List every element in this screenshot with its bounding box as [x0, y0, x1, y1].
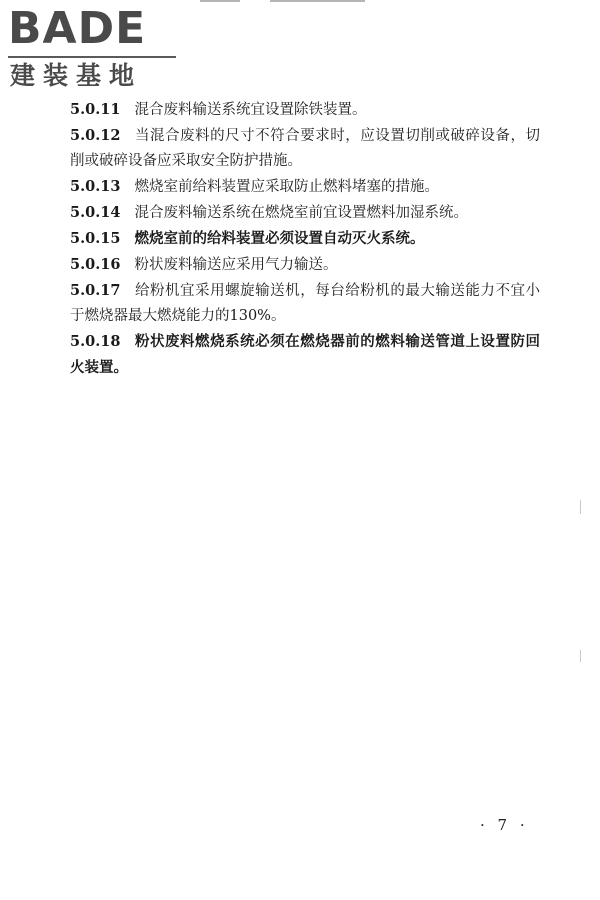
clause-5-0-18-mandatory — [70, 329, 540, 381]
clause-5-0-12 — [70, 123, 540, 174]
logo-subtitle: 建装基地 — [10, 61, 143, 90]
logo-divider — [8, 56, 176, 58]
clause-5-0-13 — [70, 174, 540, 200]
clause-text: 粉状废料输送应采用气力输送。 — [134, 257, 338, 273]
clause-text: 当混合废料的尺寸不符合要求时，应设置切削或破碎设备，切削或破碎设备应采取安全防护措施。 — [70, 128, 540, 169]
clause-text: 混合废料输送系统宜设置除铁装置。 — [134, 102, 367, 118]
clause-number: 5.0.16 — [70, 256, 121, 273]
clause-number: 5.0.12 — [70, 127, 121, 144]
clause-list — [70, 97, 540, 381]
clause-number: 5.0.11 — [70, 101, 121, 118]
logo-wordmark: BADE — [8, 3, 147, 54]
clause-text: 混合废料输送系统在燃烧室前宜设置燃料加湿系统。 — [134, 205, 468, 221]
clause-5-0-16 — [70, 252, 540, 278]
scan-edge-mark — [580, 650, 581, 662]
scan-edge-mark — [580, 500, 581, 514]
clause-5-0-11 — [70, 97, 540, 123]
clause-number: 5.0.18 — [70, 333, 121, 350]
clause-5-0-17 — [70, 278, 540, 329]
clause-text: 粉状废料燃烧系统必须在燃烧器前的燃料输送管道上设置防回火装置。 — [70, 333, 540, 376]
clause-number: 5.0.14 — [70, 204, 121, 221]
clause-text: 燃烧室前给料装置应采取防止燃料堵塞的措施。 — [134, 179, 439, 195]
clause-text: 燃烧室前的给料装置必须设置自动灭火系统。 — [134, 230, 425, 247]
bade-logo — [8, 4, 178, 94]
clause-number: 5.0.17 — [70, 282, 121, 299]
clause-5-0-15-mandatory — [70, 226, 540, 252]
clause-text: 给粉机宜采用螺旋输送机，每台给粉机的最大输送能力不宜小于燃烧器最大燃烧能力的130%。 — [70, 283, 540, 324]
scan-top-marks — [200, 0, 370, 4]
clause-number: 5.0.15 — [70, 230, 121, 247]
clause-number: 5.0.13 — [70, 178, 121, 195]
page-number: · 7 · — [480, 816, 529, 834]
clause-5-0-14 — [70, 200, 540, 226]
